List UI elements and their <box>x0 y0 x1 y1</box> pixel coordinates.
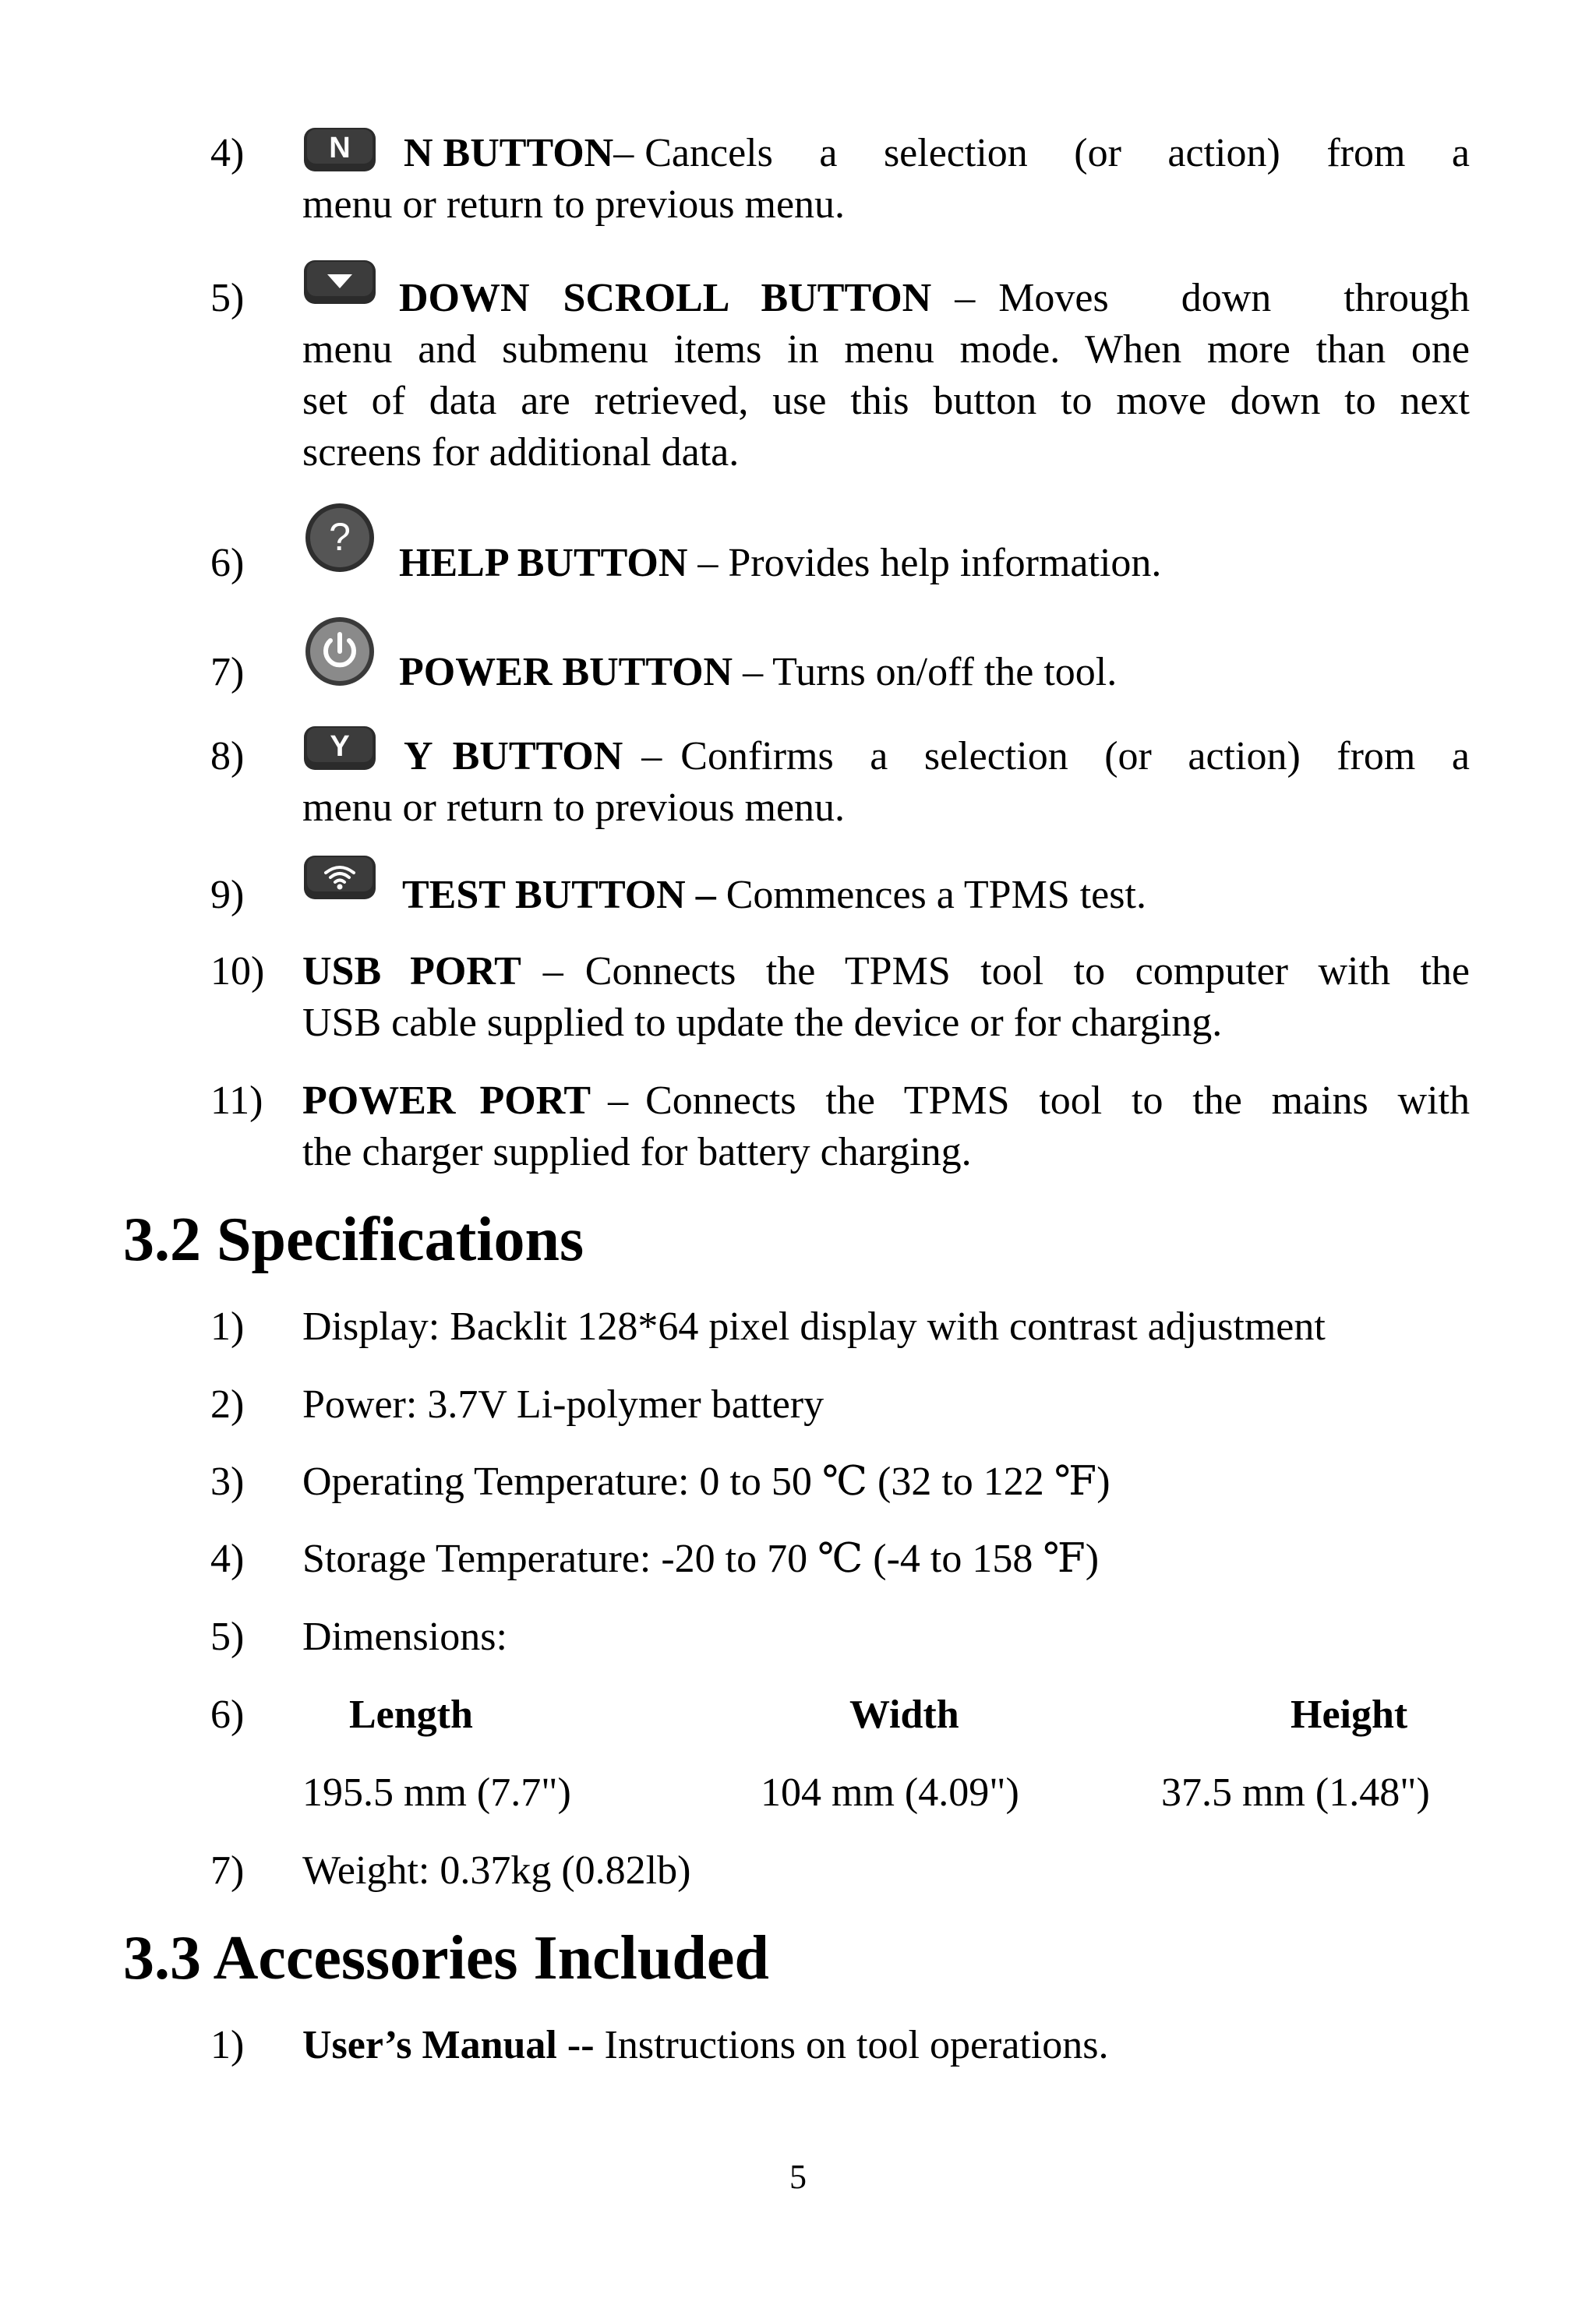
help-question-icon <box>302 500 377 575</box>
item-line <box>402 870 1146 921</box>
item-number: 4) <box>210 1537 245 1581</box>
item-title: POWER PORT <box>302 1078 591 1123</box>
svg-text:Y: Y <box>330 730 350 763</box>
dimension-header-length: Length <box>349 1693 473 1737</box>
item-text-continued: menu or return to previous menu. <box>302 785 846 830</box>
item-number: 8) <box>210 734 245 778</box>
item-number: 4) <box>210 131 245 175</box>
down-arrow-key-icon <box>302 257 377 309</box>
item-text-line: menu and submenu items in menu mode. When more than one <box>302 327 1470 372</box>
item-text: Weight: 0.37kg (0.82lb) <box>302 1848 691 1893</box>
item-title: HELP BUTTON <box>399 541 688 585</box>
item-first-line <box>302 1075 1470 1127</box>
item-text-line: set of data are retrieved, use this button to move down to next <box>302 379 1470 423</box>
item-line <box>399 538 1161 589</box>
item-title: DOWN SCROLL BUTTON <box>399 276 932 320</box>
item-number: 9) <box>210 873 245 917</box>
page-number: 5 <box>789 2158 807 2196</box>
svg-text:?: ? <box>329 515 351 559</box>
wireless-test-icon <box>302 852 377 904</box>
dimension-header-height: Height <box>1291 1693 1408 1737</box>
item-number: 7) <box>210 650 245 694</box>
item-title: TEST BUTTON – <box>402 873 716 917</box>
item-title: Y BUTTON <box>404 734 623 778</box>
section-heading-specifications: 3.2 Specifications <box>123 1205 584 1274</box>
item-first-line <box>404 731 1470 782</box>
item-separator: – <box>608 1078 629 1123</box>
item-title: User’s Manual -- <box>302 2023 595 2067</box>
item-number: 5) <box>210 276 245 320</box>
item-text: Confirms a selection (or action) from a <box>680 734 1470 778</box>
item-text-line: screens for additional data. <box>302 430 740 475</box>
item-first-line <box>399 273 1470 324</box>
item-number: 2) <box>210 1382 245 1427</box>
item-text: Display: Backlit 128*64 pixel display with contrast adjustment <box>302 1304 1326 1349</box>
item-text-continued: menu or return to previous menu. <box>302 182 846 227</box>
item-text: Cancels a selection (or action) from a <box>644 131 1470 175</box>
n-key-icon <box>302 125 377 176</box>
item-text: Storage Temperature: -20 to 70 ℃ (-4 to 158 ℉) <box>302 1537 1100 1581</box>
item-number: 6) <box>210 541 245 585</box>
item-first-line <box>404 128 1470 179</box>
item-line <box>302 2020 1470 2071</box>
item-text: Power: 3.7V Li-polymer battery <box>302 1382 824 1427</box>
item-text-continued: USB cable supplied to update the device or for charging. <box>302 1001 1223 1045</box>
item-number: 10) <box>210 949 265 994</box>
item-number: 1) <box>210 2023 245 2067</box>
item-separator: – <box>955 276 976 320</box>
item-number: 5) <box>210 1615 245 1659</box>
item-title: N BUTTON <box>404 131 614 175</box>
item-text: Instructions on tool operations. <box>604 2023 1109 2067</box>
item-separator: – <box>613 131 634 175</box>
item-text: Operating Temperature: 0 to 50 ℃ (32 to 122 ℉) <box>302 1460 1110 1504</box>
item-number: 7) <box>210 1848 245 1893</box>
item-line <box>399 647 1117 698</box>
dimension-value-length: 195.5 mm (7.7") <box>302 1770 571 1815</box>
item-number: 11) <box>210 1078 263 1123</box>
item-text: Connects the TPMS tool to computer with the <box>584 949 1470 994</box>
item-text: Commences a TPMS test. <box>726 873 1146 917</box>
item-number: 6) <box>210 1693 245 1737</box>
svg-text:N: N <box>329 132 351 164</box>
item-number: 1) <box>210 1304 245 1349</box>
item-separator: – <box>542 949 563 994</box>
item-number: 3) <box>210 1460 245 1504</box>
item-title: POWER BUTTON <box>399 650 733 694</box>
item-first-line <box>302 946 1470 997</box>
item-text: – Provides help information. <box>697 541 1162 585</box>
y-key-icon <box>302 723 377 775</box>
item-title: USB PORT <box>302 949 521 994</box>
item-text: Dimensions: <box>302 1615 507 1659</box>
item-text: – Turns on/off the tool. <box>743 650 1118 694</box>
item-separator: – <box>641 734 662 778</box>
section-heading-accessories: 3.3 Accessories Included <box>123 1924 769 1993</box>
dimension-header-width: Width <box>849 1693 959 1737</box>
dimension-value-width: 104 mm (4.09") <box>761 1770 1019 1815</box>
item-text: Connects the TPMS tool to the mains with <box>645 1078 1470 1123</box>
item-text: Moves down through <box>998 276 1470 320</box>
power-icon <box>302 614 377 689</box>
item-text-continued: the charger supplied for battery charging. <box>302 1130 972 1174</box>
dimension-value-height: 37.5 mm (1.48") <box>1161 1770 1430 1815</box>
